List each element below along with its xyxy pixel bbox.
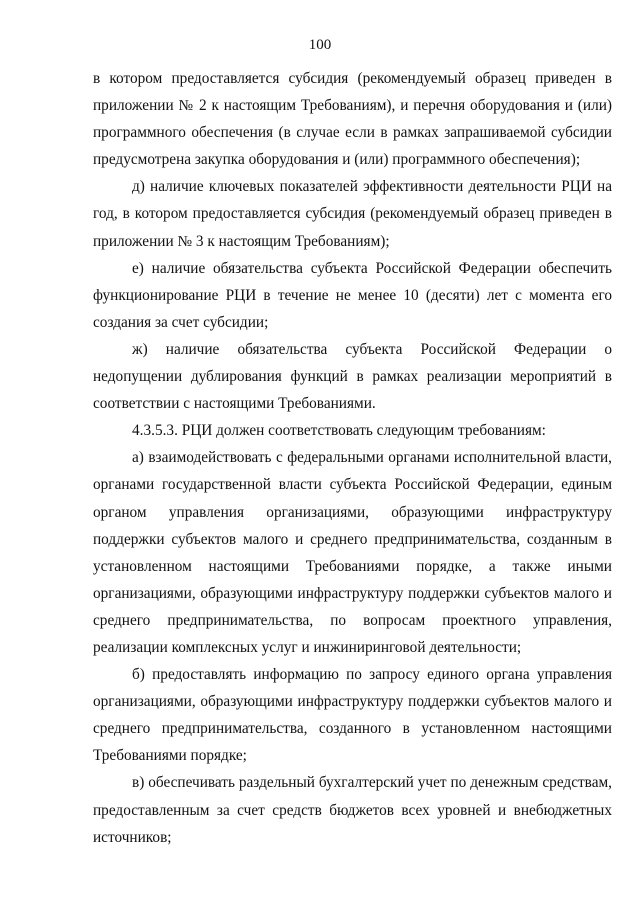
paragraph-item-b: б) предоставлять информацию по запросу единого органа управления организациями, образующими инфраструктуру поддержки субъектов малого и среднего предпринимательства, созданного в установленном настоящими Требованиями порядке; [93, 666, 612, 765]
paragraph-item-d: д) наличие ключевых показателей эффективности деятельности РЦИ на год, в котором предоставляется субсидия (рекомендуемый образец приведен в приложении № 3 к настоящим Требованиям); [93, 178, 612, 250]
paragraph-continuation: в котором предоставляется субсидия (рекомендуемый образец приведен в приложении № 2 к настоящим Требованиям), и перечня оборудования и (или) программного обеспечения (в случае если в рамках запрашиваемой субсидии предусмотрена закупка оборудования и (или) программного обеспечения); [93, 70, 612, 169]
paragraph-item-v: в) обеспечивать раздельный бухгалтерский учет по денежным средствам, предоставленным за счет средств бюджетов всех уровней и внебюджетных источников; [93, 774, 612, 846]
paragraph-item-e: е) наличие обязательства субъекта Российской Федерации обеспечить функционирование РЦИ в течение не менее 10 (десяти) лет с момента его создания за счет субсидии; [93, 259, 612, 331]
paragraph-section-heading: 4.3.5.3. РЦИ должен соответствовать следующим требованиям: [132, 422, 546, 440]
document-body [93, 65, 612, 851]
page-number: 100 [308, 37, 332, 53]
paragraph-item-a: а) взаимодействовать с федеральными органами исполнительной власти, органами государственной власти субъекта Российской Федерации, единым органом управления организациями, образующими инфраструктуру поддержки субъектов малого и среднего предпринимательства, созданным в установленном настоящими Требованиями порядке, а также иными организациями, образующими инфраструктуру поддержки субъектов малого и среднего предпринимательства, по вопросам проектного управления, реализации комплексных услуг и инжиниринговой деятельности; [93, 449, 612, 656]
paragraph-item-zh: ж) наличие обязательства субъекта Российской Федерации о недопущении дублирования функций в рамках реализации мероприятий в соответствии с настоящими Требованиями. [93, 340, 612, 413]
